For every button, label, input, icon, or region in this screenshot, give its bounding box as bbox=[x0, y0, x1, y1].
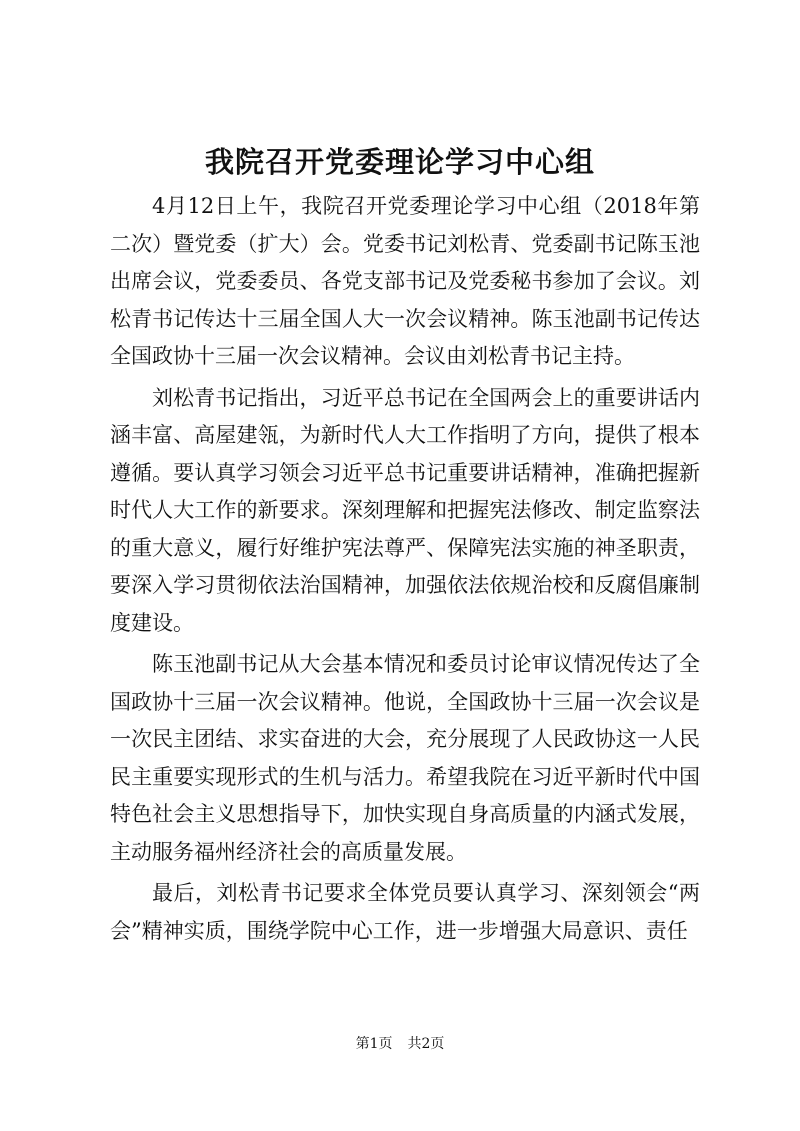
page-number: 第1页 bbox=[355, 1036, 393, 1052]
page-total: 共2页 bbox=[407, 1036, 445, 1052]
paragraph-4: 最后，刘松青书记要求全体党员要认真学习、深刻领会“两会”精神实质，围绕学院中心工作，进一步增强大局意识、责任 bbox=[110, 881, 700, 943]
paragraph-2: 刘松青书记指出，习近平总书记在全国两会上的重要讲话内涵丰富、高屋建瓴，为新时代人大工作指明了方向，提供了根本遵循。要认真学习领会习近平总书记重要讲话精神，准确把握新时代人大工作的新要求。深刻理解和把握宪法修改、制定监察法的重大意义，履行好维护宪法尊严、保障宪法实施的神圣职责，要深入学习贯彻依法治国精神，加强依法依规治校和反腐倡廉制度建设。 bbox=[110, 385, 700, 635]
page-footer bbox=[0, 1034, 800, 1054]
paragraph-1: 4月12日上午，我院召开党委理论学习中心组（2018年第二次）暨党委（扩大）会。党委书记刘松青、党委副书记陈玉池出席会议，党委委员、各党支部书记及党委秘书参加了会议。刘松青书记传达十三届全国人大一次会议精神。陈玉池副书记传达全国政协十三届一次会议精神。会议由刘松青书记主持。 bbox=[110, 194, 700, 368]
document-body bbox=[110, 188, 700, 954]
paragraph-3: 陈玉池副书记从大会基本情况和委员讨论审议情况传达了全国政协十三届一次会议精神。他说，全国政协十三届一次会议是一次民主团结、求实奋进的大会，充分展现了人民政协这一人民民主重要实现形式的生机与活力。希望我院在习近平新时代中国特色社会主义思想指导下，加快实现自身高质量的内涵式发展，主动服务福州经济社会的高质量发展。 bbox=[110, 652, 700, 864]
document-title: 我院召开党委理论学习中心组 bbox=[204, 145, 595, 179]
